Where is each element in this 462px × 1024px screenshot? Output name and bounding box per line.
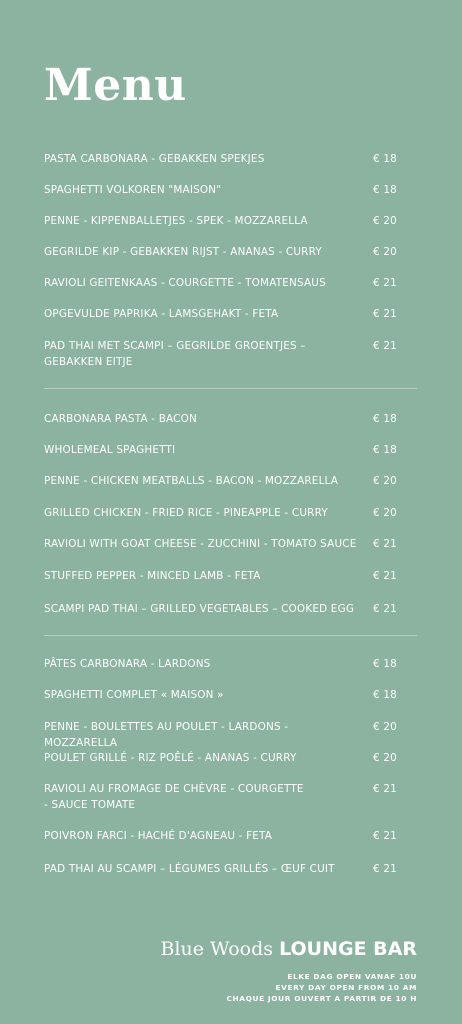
item-name: PÂTES CARBONARA - LARDONS bbox=[44, 658, 211, 670]
menu-title: Menu bbox=[44, 60, 187, 111]
section-divider bbox=[44, 635, 417, 636]
item-name: OPGEVULDE PAPRIKA - LAMSGEHAKT - FETA bbox=[44, 308, 279, 320]
item-price: € 21 bbox=[373, 340, 397, 352]
item-price: € 18 bbox=[373, 658, 397, 670]
menu-item bbox=[44, 442, 417, 458]
item-price: € 21 bbox=[373, 603, 397, 615]
item-price: € 21 bbox=[373, 538, 397, 550]
item-price: € 20 bbox=[373, 752, 397, 764]
item-price: € 21 bbox=[373, 277, 397, 289]
item-name: PAD THAI MET SCAMPI – GEGRILDE GROENTJES – GEBAKKEN EITJE bbox=[44, 340, 306, 368]
menu-item bbox=[44, 505, 417, 521]
item-price: € 20 bbox=[373, 721, 397, 733]
menu-item bbox=[44, 687, 417, 703]
menu-item bbox=[44, 861, 417, 877]
item-price: € 18 bbox=[373, 184, 397, 196]
brand-name-sans: LOUNGE BAR bbox=[279, 938, 417, 960]
item-name: PAD THAI AU SCAMPI – LÉGUMES GRILLÉS – ŒUF CUIT bbox=[44, 863, 335, 875]
item-name: RAVIOLI GEITENKAAS - COURGETTE - TOMATENSAUS bbox=[44, 277, 326, 289]
item-price: € 21 bbox=[373, 308, 397, 320]
item-name: SPAGHETTI COMPLET « MAISON » bbox=[44, 689, 224, 701]
item-name: PENNE - KIPPENBALLETJES - SPEK - MOZZARELLA bbox=[44, 215, 308, 227]
item-price: € 21 bbox=[373, 863, 397, 875]
item-price: € 20 bbox=[373, 215, 397, 227]
item-name: CARBONARA PASTA - BACON bbox=[44, 413, 197, 425]
menu-item bbox=[44, 411, 417, 427]
menu-item bbox=[44, 536, 417, 552]
menu-item bbox=[44, 244, 417, 260]
item-name: PASTA CARBONARA - GEBAKKEN SPEKJES bbox=[44, 153, 265, 165]
opening-hours bbox=[226, 971, 417, 1004]
menu-item bbox=[44, 828, 417, 844]
item-price: € 21 bbox=[373, 570, 397, 582]
brand-name-serif: Blue Woods bbox=[160, 938, 274, 960]
menu-item bbox=[44, 781, 417, 813]
item-price: € 18 bbox=[373, 413, 397, 425]
menu-item bbox=[44, 719, 417, 751]
item-name: POIVRON FARCI - HACHÉ D'AGNEAU - FETA bbox=[44, 830, 273, 842]
item-price: € 21 bbox=[373, 783, 397, 795]
menu-item bbox=[44, 568, 417, 584]
item-price: € 18 bbox=[373, 153, 397, 165]
section-divider bbox=[44, 388, 417, 389]
item-name: PENNE - BOULETTES AU POULET - LARDONS - MOZZARELLA bbox=[44, 721, 289, 749]
opening-hours-nl: ELKE DAG OPEN VANAF 10U bbox=[287, 972, 417, 981]
item-price: € 18 bbox=[373, 689, 397, 701]
item-price: € 20 bbox=[373, 507, 397, 519]
menu-item bbox=[44, 275, 417, 291]
menu-item bbox=[44, 306, 417, 322]
menu-item bbox=[44, 338, 417, 370]
item-name: STUFFED PEPPER - MINCED LAMB - FETA bbox=[44, 570, 261, 582]
opening-hours-fr: CHAQUE JOUR OUVERT A PARTIR DE 10 H bbox=[226, 994, 417, 1003]
item-name: GEGRILDE KIP - GEBAKKEN RIJST - ANANAS - CURRY bbox=[44, 246, 322, 258]
menu-item bbox=[44, 182, 417, 198]
menu-item bbox=[44, 151, 417, 167]
item-name: RAVIOLI WITH GOAT CHEESE - ZUCCHINI - TOMATO SAUCE bbox=[44, 538, 357, 550]
item-name: RAVIOLI AU FROMAGE DE CHÈVRE - COURGETTE - SAUCE TOMATE bbox=[44, 783, 304, 811]
opening-hours-en: EVERY DAY OPEN FROM 10 AM bbox=[275, 983, 417, 992]
item-name: SCAMPI PAD THAI – GRILLED VEGETABLES – COOKED EGG bbox=[44, 603, 355, 615]
menu-item bbox=[44, 601, 417, 617]
item-price: € 20 bbox=[373, 246, 397, 258]
item-name: SPAGHETTI VOLKOREN "MAISON" bbox=[44, 184, 222, 196]
brand-name bbox=[160, 938, 417, 961]
menu-item bbox=[44, 656, 417, 672]
item-name: WHOLEMEAL SPAGHETTI bbox=[44, 444, 176, 456]
item-price: € 18 bbox=[373, 444, 397, 456]
menu-item bbox=[44, 750, 417, 766]
item-name: POULET GRILLÉ - RIZ POÊLÉ - ANANAS - CURRY bbox=[44, 752, 297, 764]
menu-item bbox=[44, 213, 417, 229]
item-name: PENNE - CHICKEN MEATBALLS - BACON - MOZZARELLA bbox=[44, 475, 339, 487]
item-price: € 21 bbox=[373, 830, 397, 842]
menu-item bbox=[44, 473, 417, 489]
item-name: GRILLED CHICKEN - FRIED RICE - PINEAPPLE - CURRY bbox=[44, 507, 328, 519]
item-price: € 20 bbox=[373, 475, 397, 487]
